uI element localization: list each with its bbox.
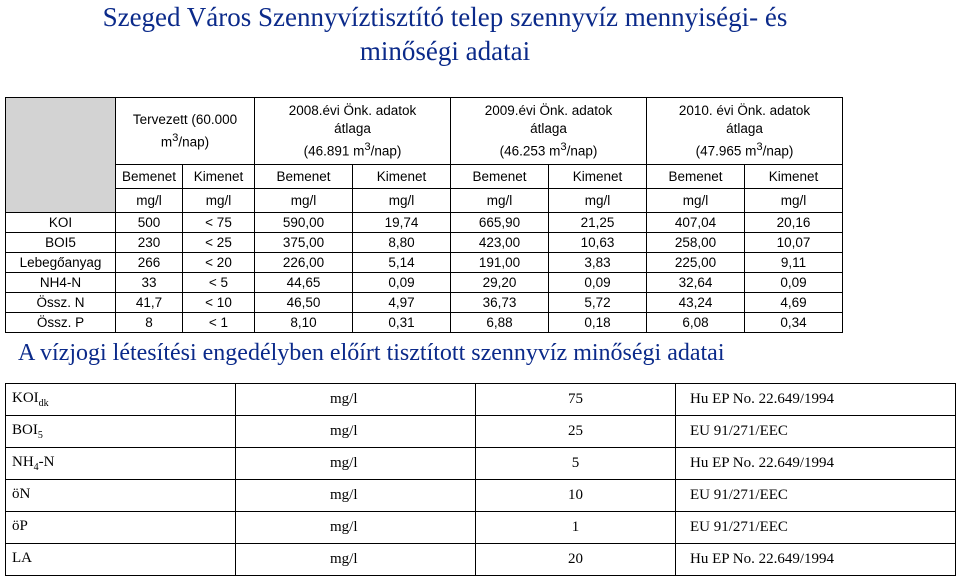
table-cell: < 1 <box>183 313 255 333</box>
limit-reference: EU 91/271/EEC <box>676 416 956 448</box>
table-row <box>6 233 843 253</box>
limit-row <box>6 480 956 512</box>
parameter-name: Össz. P <box>6 313 116 333</box>
table-cell: 8,10 <box>255 313 353 333</box>
table-cell: < 25 <box>183 233 255 253</box>
parameter-name: KOI <box>6 213 116 233</box>
limit-row <box>6 416 956 448</box>
limit-parameter <box>6 416 236 448</box>
parameter-name: NH4-N <box>6 273 116 293</box>
limit-value: 5 <box>476 448 676 480</box>
table-cell: 20,16 <box>745 213 843 233</box>
table-cell: < 75 <box>183 213 255 233</box>
limit-unit: mg/l <box>236 384 476 416</box>
table-row <box>6 293 843 313</box>
unit-row <box>6 189 843 213</box>
table-cell: 3,83 <box>549 253 647 273</box>
table-cell: 36,73 <box>451 293 549 313</box>
limit-value: 10 <box>476 480 676 512</box>
table-cell: 43,24 <box>647 293 745 313</box>
table-cell: 29,20 <box>451 273 549 293</box>
io-corner <box>6 165 116 189</box>
table-cell: 230 <box>116 233 183 253</box>
table-cell: 407,04 <box>647 213 745 233</box>
group-header-2008: 2008.évi Önk. adatok átlaga (46.891 $m^3/nap$) <box>255 98 451 165</box>
table-row <box>6 253 843 273</box>
table-cell: < 20 <box>183 253 255 273</box>
limit-reference: Hu EP No. 22.649/1994 <box>676 544 956 576</box>
limit-parameter <box>6 512 236 544</box>
io-label: Kimenet <box>549 165 647 189</box>
unit-label: mg/l <box>549 189 647 213</box>
limit-value: 20 <box>476 544 676 576</box>
limit-reference: Hu EP No. 22.649/1994 <box>676 448 956 480</box>
table-cell: 423,00 <box>451 233 549 253</box>
limit-parameter-base: öN <box>12 486 31 502</box>
table-cell: 191,00 <box>451 253 549 273</box>
parameter-name: BOI5 <box>6 233 116 253</box>
section-subtitle: A vízjogi létesítési engedélyben előírt tisztított szennyvíz minőségi adatai <box>18 340 725 366</box>
limit-parameter-base: LA <box>12 550 32 566</box>
limit-reference: Hu EP No. 22.649/1994 <box>676 384 956 416</box>
table-cell: 32,64 <box>647 273 745 293</box>
table-cell: 5,72 <box>549 293 647 313</box>
table-row <box>6 313 843 333</box>
quality-data-table <box>5 97 843 333</box>
limit-reference: EU 91/271/EEC <box>676 480 956 512</box>
table-cell: 665,90 <box>451 213 549 233</box>
table-cell: 33 <box>116 273 183 293</box>
limit-parameter-base: öP <box>12 518 28 534</box>
limit-row <box>6 448 956 480</box>
table-cell: 41,7 <box>116 293 183 313</box>
limit-parameter-base: BOI <box>12 422 38 438</box>
unit-label: mg/l <box>745 189 843 213</box>
unit-label: mg/l <box>451 189 549 213</box>
table-row <box>6 273 843 293</box>
unit-corner <box>6 189 116 213</box>
limit-row <box>6 512 956 544</box>
limit-value: 75 <box>476 384 676 416</box>
io-header-row <box>6 165 843 189</box>
table-cell: < 5 <box>183 273 255 293</box>
table-cell: 0,31 <box>353 313 451 333</box>
permit-limits-table <box>5 383 956 576</box>
table-cell: 10,07 <box>745 233 843 253</box>
limit-value: 1 <box>476 512 676 544</box>
group-header-2009: 2009.évi Önk. adatok átlaga (46.253 $m^3/nap$) <box>451 98 647 165</box>
limit-parameter-subscript: 5 <box>37 430 43 441</box>
limit-unit: mg/l <box>236 480 476 512</box>
io-label: Bemenet <box>451 165 549 189</box>
group-header-planned: Tervezett (60.000 $m^3/nap$) <box>116 98 255 165</box>
parameter-name: Össz. N <box>6 293 116 313</box>
table-cell: 0,09 <box>353 273 451 293</box>
io-label: Bemenet <box>647 165 745 189</box>
limit-row <box>6 384 956 416</box>
limit-unit: mg/l <box>236 416 476 448</box>
table-cell: 19,74 <box>353 213 451 233</box>
table-cell: 0,34 <box>745 313 843 333</box>
limit-parameter <box>6 448 236 480</box>
table-cell: 6,08 <box>647 313 745 333</box>
limit-parameter <box>6 544 236 576</box>
limit-unit: mg/l <box>236 512 476 544</box>
limit-value: 25 <box>476 416 676 448</box>
limit-unit: mg/l <box>236 448 476 480</box>
limit-parameter-subscript: 4 <box>33 462 39 473</box>
unit-label: mg/l <box>647 189 745 213</box>
unit-label: mg/l <box>116 189 183 213</box>
limit-reference: EU 91/271/EEC <box>676 512 956 544</box>
group-header-2010: 2010. évi Önk. adatok átlaga (47.965 $m^3/nap$) <box>647 98 843 165</box>
table-cell: 8,80 <box>353 233 451 253</box>
limit-parameter <box>6 384 236 416</box>
table-cell: 4,97 <box>353 293 451 313</box>
table-cell: 226,00 <box>255 253 353 273</box>
unit-label: mg/l <box>353 189 451 213</box>
page-title <box>0 0 890 68</box>
limit-parameter-suffix: -N <box>38 454 55 470</box>
table-cell: 5,14 <box>353 253 451 273</box>
io-label: Kimenet <box>183 165 255 189</box>
table-cell: 266 <box>116 253 183 273</box>
table-cell: 6,88 <box>451 313 549 333</box>
limit-row <box>6 544 956 576</box>
io-label: Bemenet <box>116 165 183 189</box>
unit-label: mg/l <box>183 189 255 213</box>
limit-parameter-subscript: dk <box>38 398 49 409</box>
table-cell: 375,00 <box>255 233 353 253</box>
table-row <box>6 213 843 233</box>
group-header-row <box>6 98 843 165</box>
table-cell: 44,65 <box>255 273 353 293</box>
limit-parameter-base: NH <box>12 454 34 470</box>
table-cell: < 10 <box>183 293 255 313</box>
header-corner <box>6 98 116 165</box>
table-cell: 21,25 <box>549 213 647 233</box>
table-cell: 0,18 <box>549 313 647 333</box>
table-cell: 500 <box>116 213 183 233</box>
io-label: Bemenet <box>255 165 353 189</box>
table-cell: 0,09 <box>549 273 647 293</box>
table-cell: 9,11 <box>745 253 843 273</box>
limit-unit: mg/l <box>236 544 476 576</box>
table-cell: 4,69 <box>745 293 843 313</box>
unit-label: mg/l <box>255 189 353 213</box>
io-label: Kimenet <box>353 165 451 189</box>
table-cell: 590,00 <box>255 213 353 233</box>
table-cell: 8 <box>116 313 183 333</box>
io-label: Kimenet <box>745 165 843 189</box>
table-cell: 10,63 <box>549 233 647 253</box>
page-title-line1: Szeged Város Szennyvíztisztító telep szennyvíz mennyiségi- és <box>102 2 788 32</box>
table-cell: 258,00 <box>647 233 745 253</box>
parameter-name: Lebegőanyag <box>6 253 116 273</box>
limit-parameter-base: KOI <box>12 390 39 406</box>
table-cell: 46,50 <box>255 293 353 313</box>
table-cell: 225,00 <box>647 253 745 273</box>
page-title-line2: minőségi adatai <box>359 36 531 66</box>
limit-parameter <box>6 480 236 512</box>
table-cell: 0,09 <box>745 273 843 293</box>
